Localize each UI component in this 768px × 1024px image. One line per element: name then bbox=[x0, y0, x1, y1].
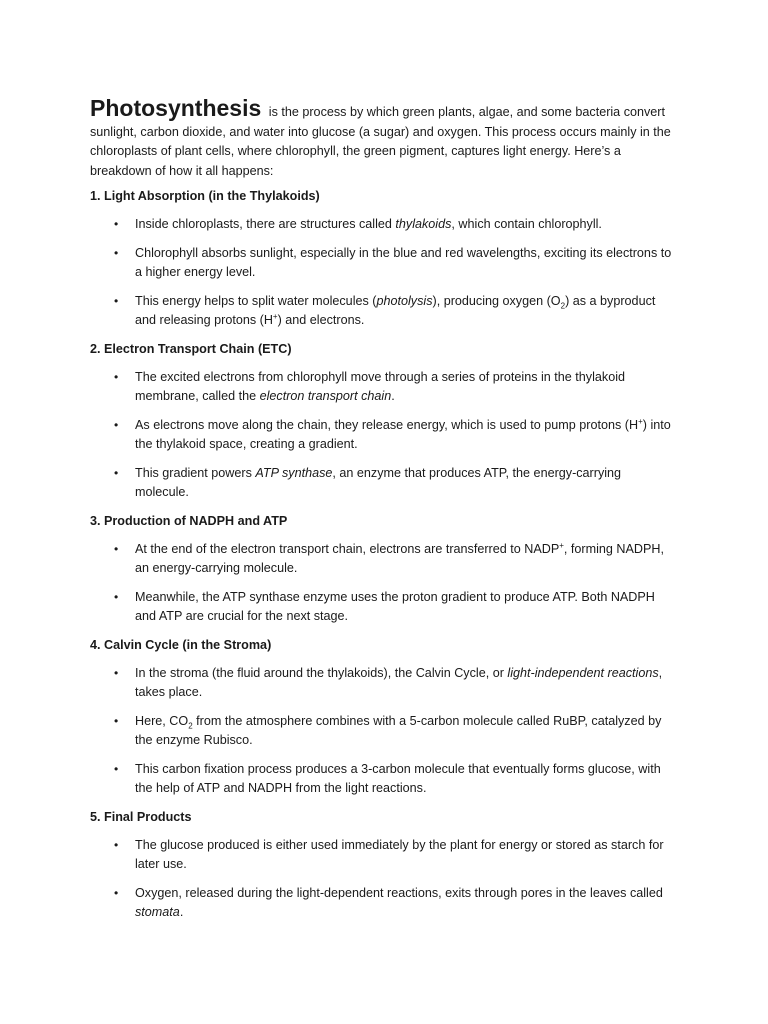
bullet-text-part: ) and electrons. bbox=[277, 313, 365, 327]
bullet-text-part: , forming NADPH, an energy-carrying molecule. bbox=[135, 542, 664, 575]
italic-term: photolysis bbox=[376, 294, 433, 308]
bullet-icon: • bbox=[114, 714, 119, 728]
list-item bbox=[90, 836, 678, 874]
intro-text: is the process by which green plants, algae, and some bacteria convert sunlight, carbon dioxide, and water into glucose (a sugar) and oxygen. This process occurs mainly in the chloroplasts of plant cells, where chlorophyll, the green pigment, captures light energy. Here’s a breakdown of how it all happens: bbox=[90, 105, 671, 178]
italic-term: ATP synthase bbox=[255, 466, 333, 480]
list-item bbox=[90, 760, 678, 798]
bullet-icon: • bbox=[114, 217, 119, 231]
superscript: + bbox=[559, 540, 564, 550]
bullet-icon: • bbox=[114, 762, 119, 776]
bullet-text-part: The excited electrons from chlorophyll move through a series of proteins in the thylakoid membrane, called the bbox=[135, 370, 626, 403]
bullet-list-calvin-cycle bbox=[90, 664, 678, 798]
subscript: 2 bbox=[188, 721, 193, 731]
list-item bbox=[90, 664, 678, 702]
document-title: Photosynthesis bbox=[90, 95, 262, 121]
section-heading-electron-transport: 2. Electron Transport Chain (ETC) bbox=[90, 342, 292, 356]
bullet-text-part: Chlorophyll absorbs sunlight, especially in the blue and red wavelengths, exciting its electrons to a higher energy level. bbox=[135, 246, 672, 279]
bullet-text-part: , an enzyme that produces ATP, the energy-carrying molecule. bbox=[135, 466, 622, 499]
bullet-text-part: , takes place. bbox=[135, 666, 663, 699]
bullet-icon: • bbox=[114, 370, 119, 384]
bullet-text-part: ) as a byproduct and releasing protons (H bbox=[135, 294, 656, 327]
bullet-icon: • bbox=[114, 886, 119, 900]
bullet-icon: • bbox=[114, 246, 119, 260]
list-item bbox=[90, 884, 678, 922]
italic-term: light-independent reactions bbox=[507, 666, 659, 680]
subscript: 2 bbox=[560, 301, 566, 311]
bullet-icon: • bbox=[114, 590, 119, 604]
bullet-text-part: Inside chloroplasts, there are structures called bbox=[135, 217, 396, 231]
bullet-icon: • bbox=[114, 838, 119, 852]
bullet-icon: • bbox=[114, 294, 119, 308]
list-item bbox=[90, 540, 678, 578]
bullet-text-part: ) into the thylakoid space, creating a gradient. bbox=[135, 418, 671, 451]
bullet-icon: • bbox=[114, 542, 119, 556]
section-heading-nadph-atp: 3. Production of NADPH and ATP bbox=[90, 514, 288, 528]
section-heading-final-products: 5. Final Products bbox=[90, 810, 192, 824]
bullet-icon: • bbox=[114, 418, 119, 432]
bullet-list-nadph-atp bbox=[90, 540, 678, 626]
bullet-text-part: Meanwhile, the ATP synthase enzyme uses the proton gradient to produce ATP. Both NADPH and ATP are crucial for the next stage. bbox=[135, 590, 655, 623]
bullet-text-part: Oxygen, released during the light-dependent reactions, exits through pores in the leaves called bbox=[135, 886, 663, 900]
italic-term: electron transport chain bbox=[259, 389, 392, 403]
bullet-text-part: . bbox=[179, 905, 184, 919]
bullet-list-electron-transport bbox=[90, 368, 678, 502]
superscript: + bbox=[638, 416, 643, 426]
bullet-text-part: In the stroma (the fluid around the thylakoids), the Calvin Cycle, or bbox=[135, 666, 508, 680]
list-item bbox=[90, 215, 678, 234]
italic-term: thylakoids bbox=[395, 217, 452, 231]
bullet-text-part: The glucose produced is either used immediately by the plant for energy or stored as starch for later use. bbox=[135, 838, 664, 871]
section-heading-calvin-cycle: 4. Calvin Cycle (in the Stroma) bbox=[90, 638, 272, 652]
bullet-text-part: As electrons move along the chain, they release energy, which is used to pump protons (H bbox=[135, 418, 639, 432]
list-item bbox=[90, 416, 678, 454]
bullet-text-part: , which contain chlorophyll. bbox=[451, 217, 602, 231]
bullet-text-part: This gradient powers bbox=[135, 466, 256, 480]
bullet-text-part: This carbon fixation process produces a 3-carbon molecule that eventually forms glucose, with the help of ATP and NADPH from the light reactions. bbox=[135, 762, 661, 795]
bullet-icon: • bbox=[114, 666, 119, 680]
bullet-text-part: At the end of the electron transport chain, electrons are transferred to NADP bbox=[135, 542, 560, 556]
section-heading-light-absorption: 1. Light Absorption (in the Thylakoids) bbox=[90, 189, 320, 203]
bullet-text-part: Here, CO bbox=[135, 714, 189, 728]
superscript: + bbox=[272, 311, 278, 321]
bullet-text-part: This energy helps to split water molecules ( bbox=[135, 294, 377, 308]
bullet-list-final-products bbox=[90, 836, 678, 922]
list-item bbox=[90, 292, 678, 330]
bullet-text-part: . bbox=[391, 389, 395, 403]
intro-paragraph bbox=[90, 95, 678, 181]
list-item bbox=[90, 464, 678, 502]
italic-term: stomata bbox=[135, 905, 180, 919]
bullet-text-part: ), producing oxygen (O bbox=[432, 294, 561, 308]
bullet-text-part: from the atmosphere combines with a 5-carbon molecule called RuBP, catalyzed by the enzyme Rubisco. bbox=[135, 714, 662, 747]
list-item bbox=[90, 244, 678, 282]
bullet-list-light-absorption bbox=[90, 215, 678, 330]
list-item bbox=[90, 712, 678, 750]
list-item bbox=[90, 588, 678, 626]
bullet-icon: • bbox=[114, 466, 119, 480]
list-item bbox=[90, 368, 678, 406]
